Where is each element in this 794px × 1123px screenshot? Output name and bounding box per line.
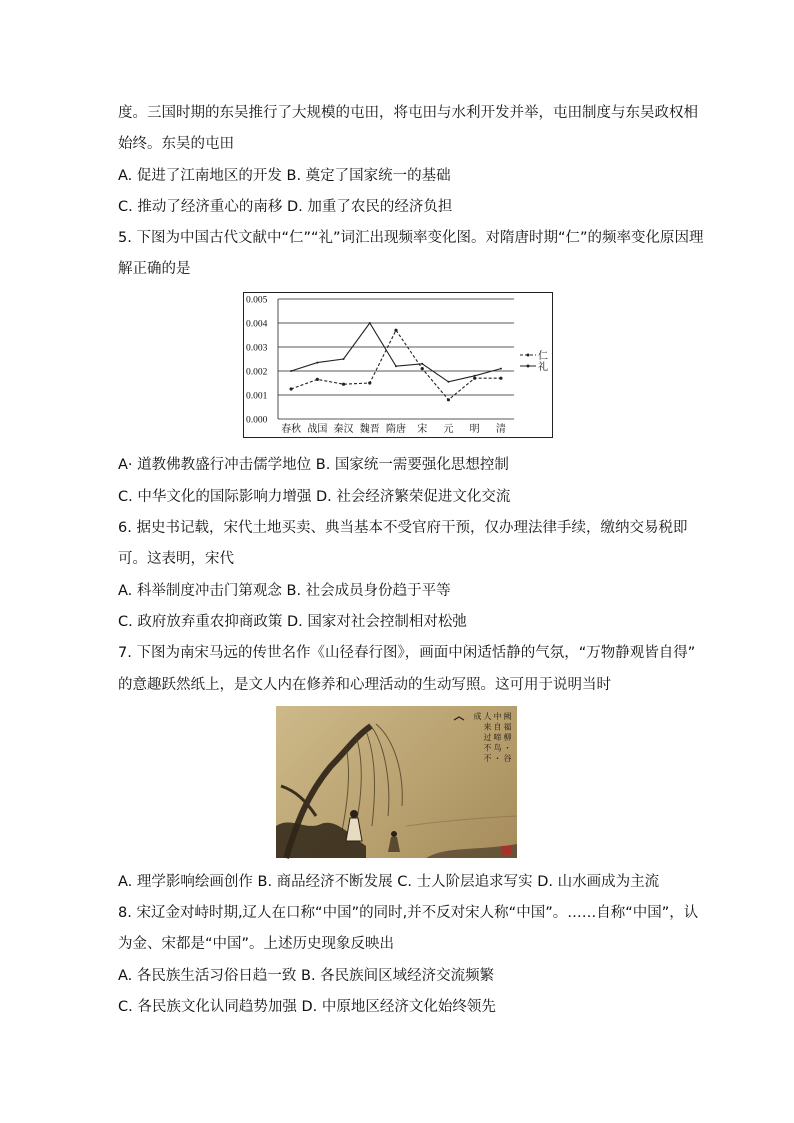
y-tick-label: 0.001 [246,391,268,402]
q7-stem-line-2: 的意趣跃然纸上，是文人内在修养和心理活动的生动写照。这可用于说明当时 [118,677,611,693]
q4-options-ab: A. 促进了江南地区的开发 B. 奠定了国家统一的基础 [118,168,451,184]
painting-calligraphy: 阙 福 柳 ・ 谷 中 自 啼 鸟 ・ 人 来 过 不 不 成 [473,712,512,763]
data-point [394,329,397,332]
legend-label-1: 礼 [538,362,548,373]
legend-marker-0 [527,354,530,357]
data-point [316,362,318,364]
x-tick-label: 战国 [307,424,328,435]
x-tick-label: 宋 [417,424,428,435]
y-tick-label: 0.004 [246,319,268,330]
q7-stem-line-1: 7. 下图为南宋马远的传世名作《山径春行图》，画面中闲适恬静的气氛，“万物静观皆自得” [118,645,696,661]
q6-options-cd: C. 政府放弃重农抑商政策 D. 国家对社会控制相对松弛 [118,614,467,630]
q4-stem-line-2: 始终。东吴的屯田 [118,136,234,152]
q8-options-cd: C. 各民族文化认同趋势加强 D. 中原地区经济文化始终领先 [118,999,496,1015]
series-line-1 [291,323,501,382]
y-tick-label: 0.005 [246,295,268,306]
q5-options-ab: A· 道教佛教盛行冲击儒学地位 B. 国家统一需要强化思想控制 [118,457,509,473]
data-point [447,398,450,401]
frequency-chart [243,292,553,438]
legend-label-0: 仁 [538,351,548,362]
q5-stem-line-1: 5. 下图为中国古代文献中“仁”“礼”词汇出现频率变化图。对隋唐时期“仁”的频率变化原因理 [118,230,704,246]
x-tick-label: 元 [443,424,454,435]
q8-options-ab: A. 各民族生活习俗日趋一致 B. 各民族间区域经济交流频繁 [118,968,495,984]
data-point [316,378,319,381]
x-tick-label: 隋唐 [386,424,406,435]
data-point [447,381,449,383]
seal-stamp [502,846,511,855]
data-point [499,377,502,380]
data-point [421,367,424,370]
q8-stem-line-1: 8. 宋辽金对峙时期,辽人在口称“中国”的同时,并不反对宋人称“中国”。……自称“中国”，认 [118,905,699,921]
x-tick-label: 春秋 [281,424,302,435]
frequency-chart-svg [244,293,552,437]
q6-stem-line-1: 6. 据史书记载，宋代土地买卖、典当基本不受官府干预，仅办理法律手续，缴纳交易税即 [118,520,688,536]
q5-options-cd: C. 中华文化的国际影响力增强 D. 社会经济繁荣促进文化交流 [118,489,511,505]
data-point [395,365,397,367]
painting-image [276,706,517,858]
data-point [342,383,345,386]
data-point [290,370,292,372]
data-point [343,358,345,360]
y-tick-label: 0.002 [246,367,268,378]
data-point [474,375,476,377]
x-tick-label: 秦汉 [333,424,354,435]
q8-stem-line-2: 为金、宋都是“中国”。上述历史现象反映出 [118,936,395,952]
q6-stem-line-2: 可。这表明，宋代 [118,551,234,567]
q5-stem-line-2: 解正确的是 [118,261,191,277]
legend-marker-1 [527,365,530,368]
q4-stem-line-1: 度。三国时期的东吴推行了大规模的屯田，将屯田与水利开发并举，屯田制度与东吴政权相 [118,105,698,121]
y-tick-label: 0.000 [246,415,268,426]
data-point [368,381,371,384]
x-tick-label: 魏晋 [359,424,380,435]
data-point [369,322,371,324]
y-tick-label: 0.003 [246,343,268,354]
data-point [500,368,502,370]
x-tick-label: 明 [469,424,480,435]
data-point [421,363,423,365]
x-tick-label: 清 [495,424,506,435]
series-line-0 [291,330,501,400]
q4-options-cd: C. 推动了经济重心的南移 D. 加重了农民的经济负担 [118,199,453,215]
q7-options: A. 理学影响绘画创作 B. 商品经济不断发展 C. 士人阶层追求写实 D. 山水画成为主流 [118,874,660,890]
data-point [290,387,293,390]
q6-options-ab: A. 科举制度冲击门第观念 B. 社会成员身份趋于平等 [118,583,451,599]
data-point [473,377,476,380]
